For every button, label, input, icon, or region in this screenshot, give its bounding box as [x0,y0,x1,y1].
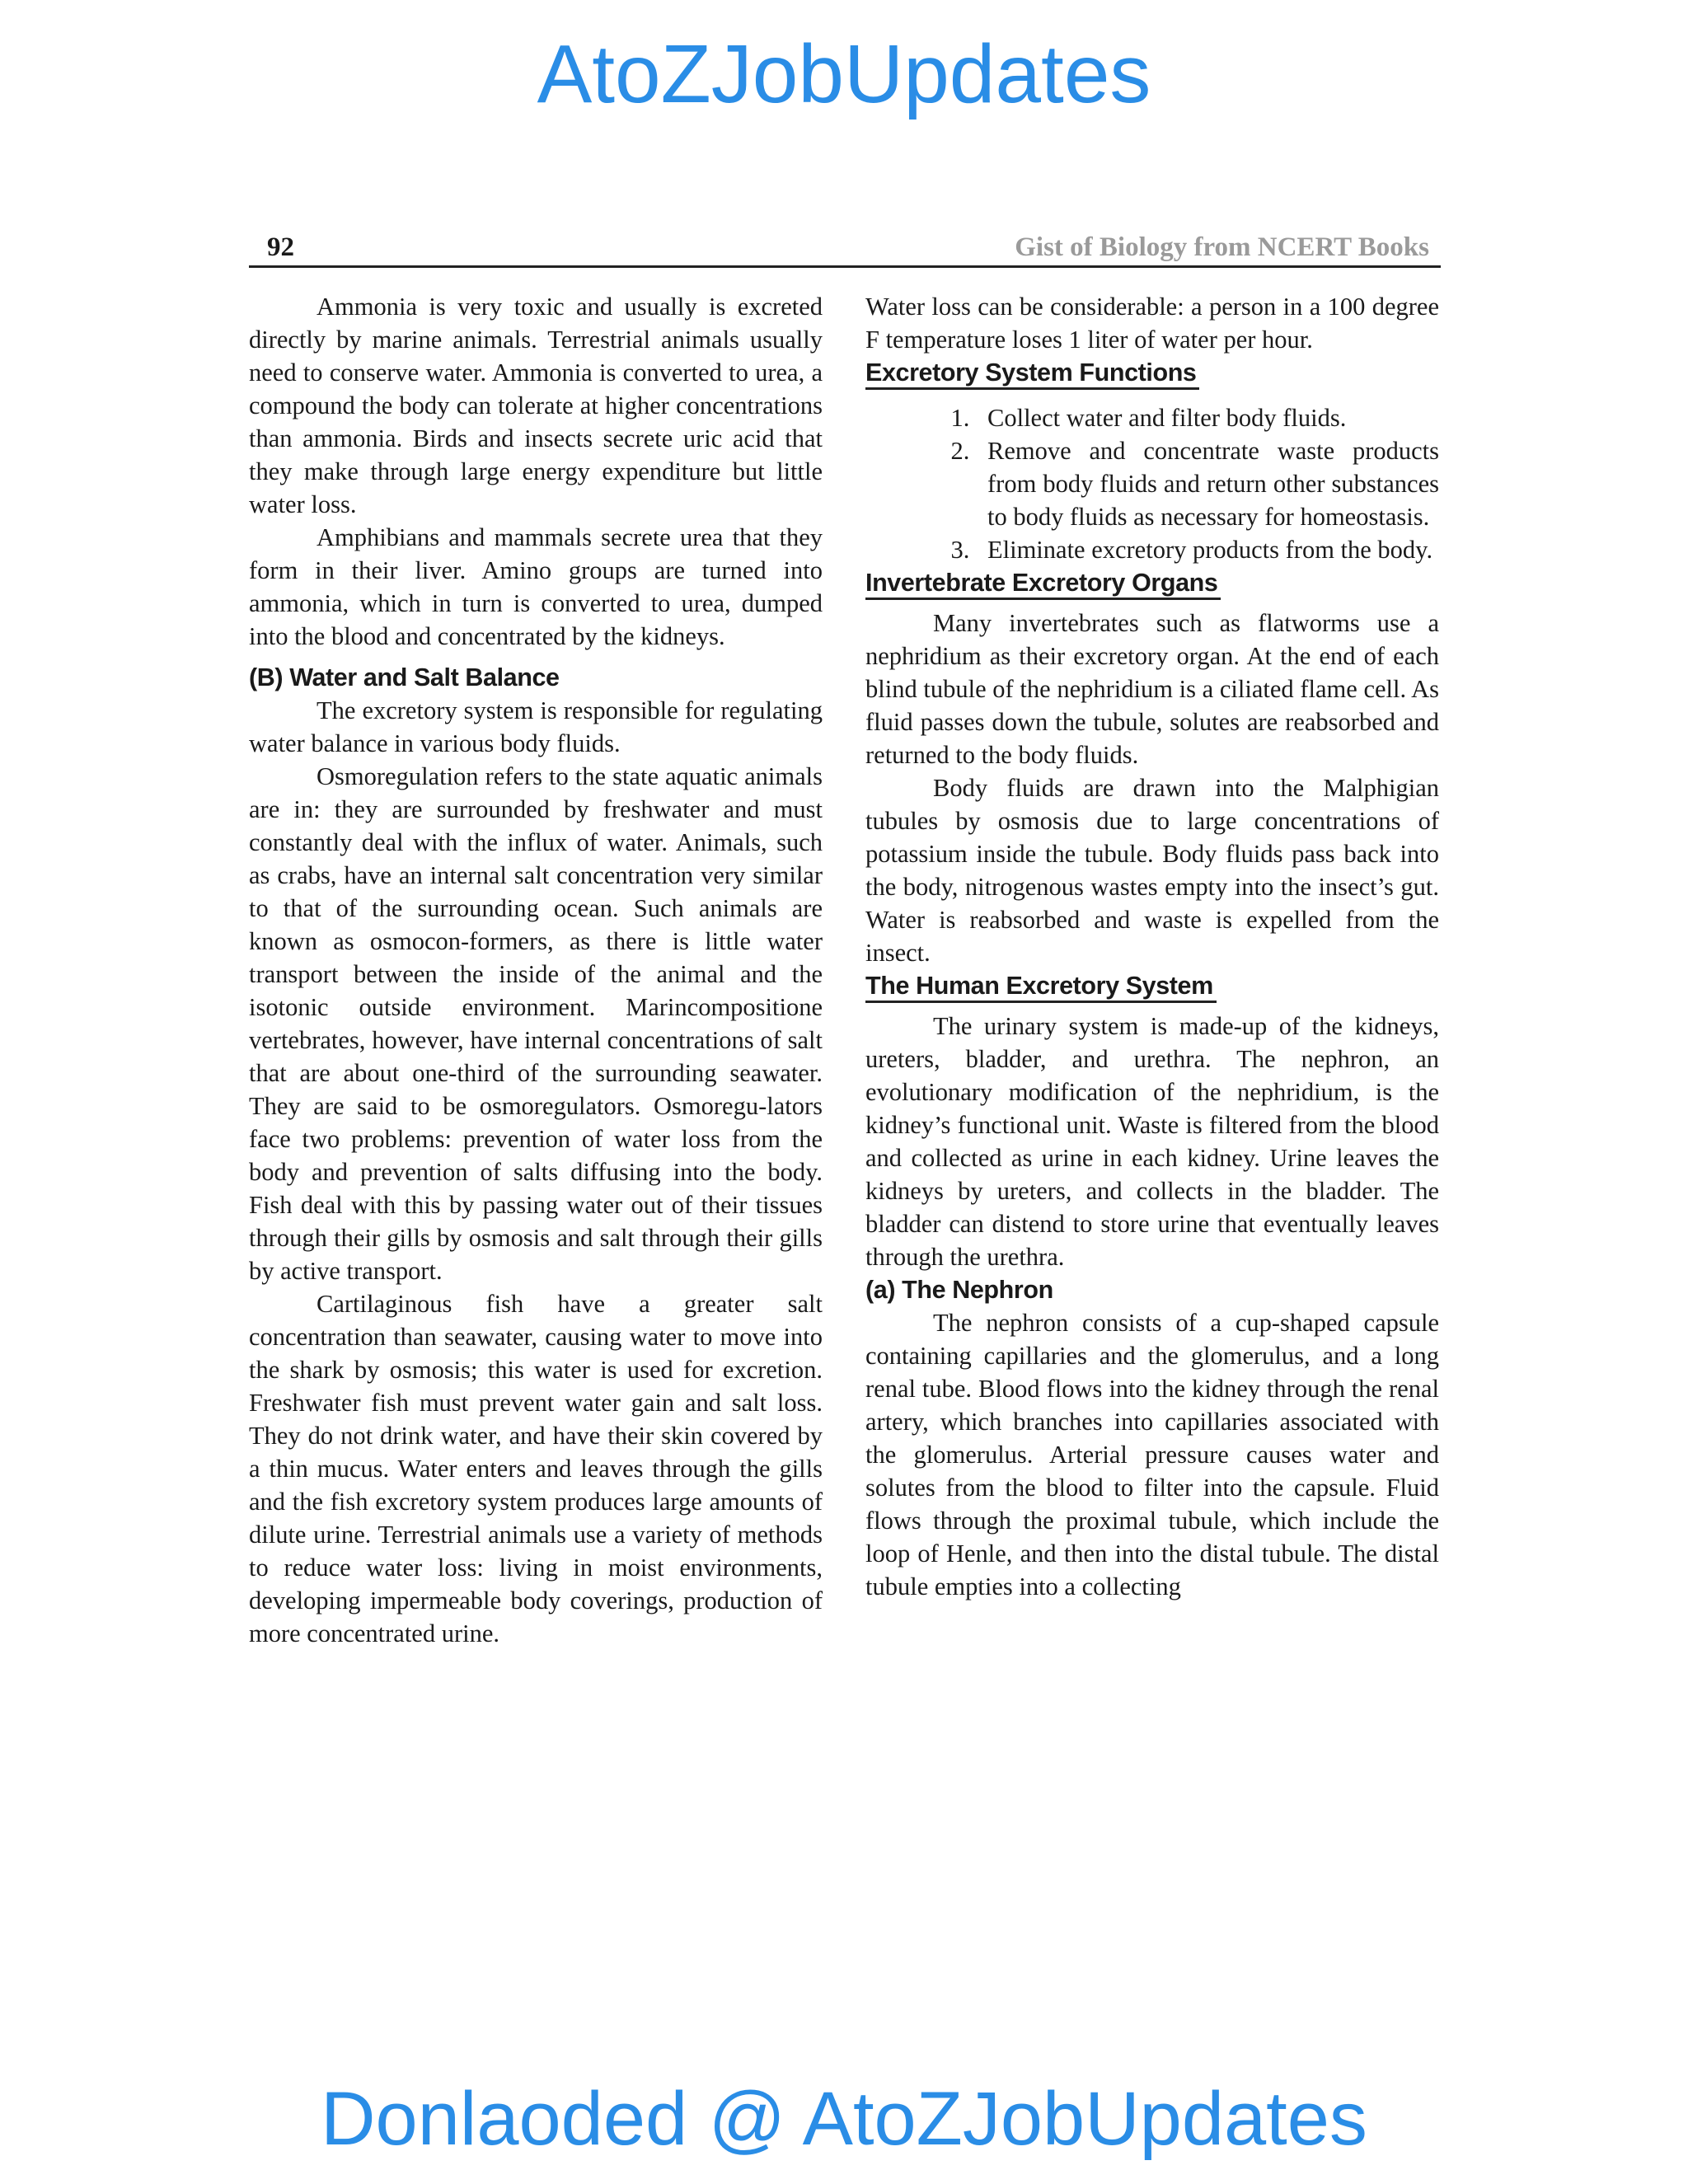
book-title: Gist of Biology from NCERT Books [1015,232,1429,262]
list-item: 3. Eliminate excretory products from the body. [976,533,1439,566]
paragraph-nephron: The nephron consists of a cup-shaped capsule containing capillaries and the glomerulus, and a long renal tube. Blood flows into the kidney through the renal artery, which branches into capillaries associated with the glomerulus. Arterial pressure causes water and solutes from the blood to filter into the capsule. Fluid flows through the proximal tubule, which include the loop of Henle, and then into the distal tubule. The distal tubule empties into a collecting [865,1309,1439,1601]
heading-human-excretory: The Human Excretory System [865,971,1217,1003]
paragraph-water-balance: The excretory system is responsible for regulating water balance in various body fluids. [249,696,823,757]
paragraph-urinary-system: The urinary system is made-up of the kidneys, ureters, bladder, and urethra. The nephron, an evolutionary modification of the nephridium, is the kidney’s functional unit. Waste is filtered from the blood and collected as urine in each kidney. Urine leaves the kidneys by ureters, and collects in the bladder. The bladder can distend to store urine that eventually leaves through the urethra. [865,1012,1439,1271]
paragraph-urea: Amphibians and mammals secrete urea that they form in their liver. Amino groups are turned into ammonia, which in turn is converted to urea, dumped into the blood and concentrated by the kidneys. [249,523,823,650]
paragraph-malphigian: Body fluids are drawn into the Malphigian tubules by osmosis due to large concentrations of potassium inside the tubule. Body fluids pass back into the body, nitrogenous wastes empty into the insect’s gut. Water is reabsorbed and waste is expelled from the insect. [865,774,1439,967]
paragraph-water-loss: Water loss can be considerable: a person in a 100 degree F temperature loses 1 liter of water per hour. [865,293,1439,354]
left-column [249,290,823,1650]
paragraph-flatworms: Many invertebrates such as flatworms use a nephridium as their excretory organ. At the end of each blind tubule of the nephridium is a ciliated flame cell. As fluid passes down the tubule, solutes are reabsorbed and returned to the body fluids. [865,609,1439,769]
paragraph-osmoregulation: Osmoregulation refers to the state aquatic animals are in: they are surrounded by freshwater and must constantly deal with the influx of water. Animals, such as crabs, have an internal salt concentration very similar to that of the surrounding ocean. Such animals are known as osmocon-formers, as there is little water transport between the inside of the animal and the isotonic outside environment. Marincompositione vertebrates, however, have internal concentrations of salt that are about one-third of the surrounding seawater. They are said to be osmoregulators. Osmoregu-lators face two problems: prevention of water loss from the body and prevention of salts diffusing into the body. Fish deal with this by passing water out of their tissues through their gills by osmosis and salt through their gills by active transport. [249,762,823,1285]
paragraph-cartilaginous-fish: Cartilaginous fish have a greater salt concentration than seawater, causing water to move into the shark by osmosis; this water is used for excretion. Freshwater fish must prevent water gain and salt loss. They do not drink water, and have their skin covered by a thin mucus. Water enters and leaves through the gills and the fish excretory system produces large amounts of dilute urine. Terrestrial animals use a variety of methods to reduce water loss: living in moist environments, developing impermeable body coverings, production of more concentrated urine. [249,1290,823,1647]
list-item: 2. Remove and concentrate waste products from body fluids and return other substances to body fluids as necessary for homeostasis. [976,434,1439,533]
watermark-bottom: Donlaoded @ AtoZJobUpdates [321,2077,1367,2161]
heading-water-salt-balance: (B) Water and Salt Balance [249,663,560,691]
paragraph-ammonia: Ammonia is very toxic and usually is excreted directly by marine animals. Terrestrial animals usually need to conserve water. Ammonia is converted to urea, a compound the body can tolerate at higher concentrations than ammonia. Birds and insects secrete uric acid that they make through large energy expenditure but little water loss. [249,293,823,518]
heading-invertebrate-organs: Invertebrate Excretory Organs [865,568,1221,600]
heading-excretory-functions: Excretory System Functions [865,358,1199,390]
page-number: 92 [267,232,294,262]
watermark-top: AtoZJobUpdates [537,28,1151,120]
functions-list [865,401,1439,566]
heading-nephron: (a) The Nephron [865,1276,1053,1304]
running-head [249,232,1441,268]
right-column [865,290,1439,1603]
list-item: 1. Collect water and filter body fluids. [976,401,1439,434]
